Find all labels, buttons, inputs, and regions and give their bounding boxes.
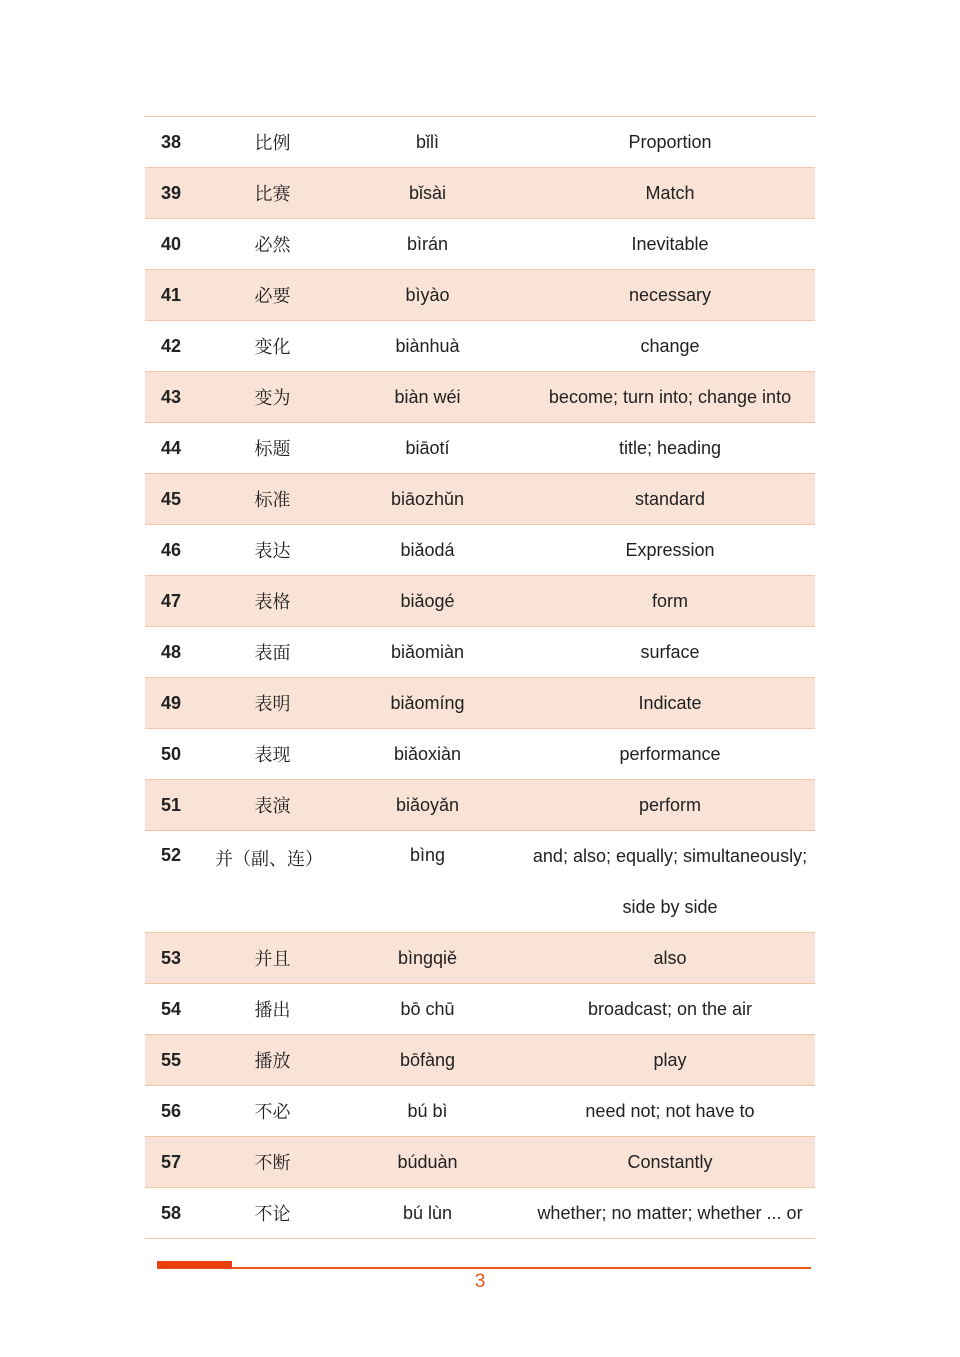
row-number: 38 (161, 131, 182, 152)
table-row (145, 1086, 815, 1137)
pinyin-cell: bǐlì (415, 131, 439, 152)
table-row (145, 780, 815, 831)
hanzi-cell: 表达 (254, 541, 291, 561)
hanzi-cell: 表明 (254, 694, 291, 714)
english-cell: performance (619, 743, 721, 764)
row-number: 43 (161, 386, 182, 407)
hanzi-cell: 表格 (254, 592, 291, 612)
hanzi-cell: 表面 (254, 643, 291, 663)
row-number: 57 (161, 1151, 182, 1172)
hanzi-cell: 不断 (254, 1153, 291, 1173)
hanzi-cell: 不论 (254, 1204, 291, 1224)
hanzi-cell: 不必 (254, 1102, 291, 1122)
table-row (145, 1188, 815, 1239)
pinyin-cell: bǐsài (408, 182, 447, 203)
pinyin-cell: bōfàng (399, 1049, 456, 1070)
pinyin-cell: biàn wéi (394, 386, 461, 407)
hanzi-cell: 标准 (254, 490, 291, 510)
english-cell: form (652, 590, 688, 611)
hanzi-cell: 比例 (254, 133, 291, 153)
row-number: 46 (161, 539, 182, 560)
row-number: 55 (161, 1049, 182, 1070)
english-cell: also (653, 947, 687, 968)
hanzi-cell: 必然 (254, 235, 291, 255)
pinyin-cell: bō chū (400, 998, 455, 1019)
english-cell: title; heading (618, 437, 722, 458)
vocabulary-table (145, 116, 815, 1239)
table-row (145, 1137, 815, 1188)
hanzi-cell: 比赛 (254, 184, 291, 204)
english-cell: change (640, 335, 700, 356)
table-row (145, 423, 815, 474)
hanzi-cell: 表演 (254, 796, 291, 816)
row-number: 40 (161, 233, 182, 254)
row-number: 45 (161, 488, 182, 509)
row-number: 39 (161, 182, 182, 203)
table-row (145, 168, 815, 219)
footer-accent-bar (157, 1261, 232, 1268)
table-row (145, 117, 815, 168)
pinyin-cell: biànhuà (395, 335, 460, 356)
english-cell: become; turn into; change into (548, 386, 792, 407)
english-line-2: side by side (622, 896, 718, 917)
pinyin-cell: biǎoxiàn (393, 743, 462, 764)
hanzi-cell: 标题 (254, 439, 291, 459)
row-number: 53 (161, 947, 182, 968)
hanzi-cell: 变化 (254, 337, 291, 357)
row-number: 56 (161, 1100, 182, 1121)
english-cell (525, 831, 815, 932)
english-cell: Expression (625, 539, 715, 560)
english-cell: necessary (628, 284, 712, 305)
table-row (145, 984, 815, 1035)
english-cell: surface (640, 641, 700, 662)
table-row (145, 321, 815, 372)
pinyin-cell: biǎomiàn (390, 641, 465, 662)
pinyin-cell: bú lùn (402, 1202, 453, 1223)
hanzi-cell: 播出 (254, 1000, 291, 1020)
row-number: 50 (161, 743, 182, 764)
pinyin-cell: bìngqiě (397, 947, 458, 968)
english-cell: whether; no matter; whether ... or (537, 1202, 803, 1223)
hanzi-cell: 变为 (254, 388, 291, 408)
table-row (145, 627, 815, 678)
row-number: 49 (161, 692, 182, 713)
table-row (145, 933, 815, 984)
pinyin-cell: bìyào (405, 284, 450, 305)
pinyin-cell: bìng (409, 845, 446, 865)
table-row (145, 525, 815, 576)
table-row (145, 474, 815, 525)
row-number: 52 (161, 845, 182, 865)
pinyin-cell: bìrán (406, 233, 449, 254)
table-row (145, 372, 815, 423)
english-cell: broadcast; on the air (587, 998, 753, 1019)
english-line-1: and; also; equally; simultaneously; (532, 845, 808, 866)
english-cell: need not; not have to (585, 1100, 755, 1121)
table-row (145, 576, 815, 627)
page-number: 3 (474, 1271, 486, 1292)
hanzi-cell: 表现 (254, 745, 291, 765)
table-row (145, 831, 815, 933)
english-cell: perform (638, 794, 701, 815)
english-cell: Proportion (628, 131, 712, 152)
hanzi-cell: 并且 (254, 949, 291, 969)
pinyin-cell: biāozhǔn (390, 488, 465, 509)
table-row (145, 1035, 815, 1086)
pinyin-cell: biǎomíng (390, 692, 465, 713)
row-number: 58 (161, 1202, 182, 1223)
table-row (145, 678, 815, 729)
table-row (145, 729, 815, 780)
pinyin-cell: búduàn (397, 1151, 458, 1172)
english-cell: play (653, 1049, 687, 1070)
row-number: 44 (161, 437, 182, 458)
table-row (145, 270, 815, 321)
row-number: 48 (161, 641, 182, 662)
hanzi-cell: 并（副、连） (215, 849, 323, 869)
english-cell: standard (634, 488, 706, 509)
hanzi-cell: 播放 (254, 1051, 291, 1071)
row-number: 51 (161, 794, 182, 815)
pinyin-cell: biǎoyǎn (395, 794, 460, 815)
table-row (145, 219, 815, 270)
english-cell: Inevitable (631, 233, 709, 254)
row-number: 42 (161, 335, 182, 356)
pinyin-cell: biǎogé (400, 590, 455, 611)
pinyin-cell: biāotí (405, 437, 450, 458)
row-number: 41 (161, 284, 182, 305)
pinyin-cell: bú bì (407, 1100, 448, 1121)
row-number: 47 (161, 590, 182, 611)
hanzi-cell: 必要 (254, 286, 291, 306)
footer-divider (157, 1267, 811, 1269)
pinyin-cell: biǎodá (400, 539, 455, 560)
english-cell: Constantly (627, 1151, 713, 1172)
english-cell: Match (645, 182, 695, 203)
english-cell: Indicate (638, 692, 702, 713)
row-number: 54 (161, 998, 182, 1019)
